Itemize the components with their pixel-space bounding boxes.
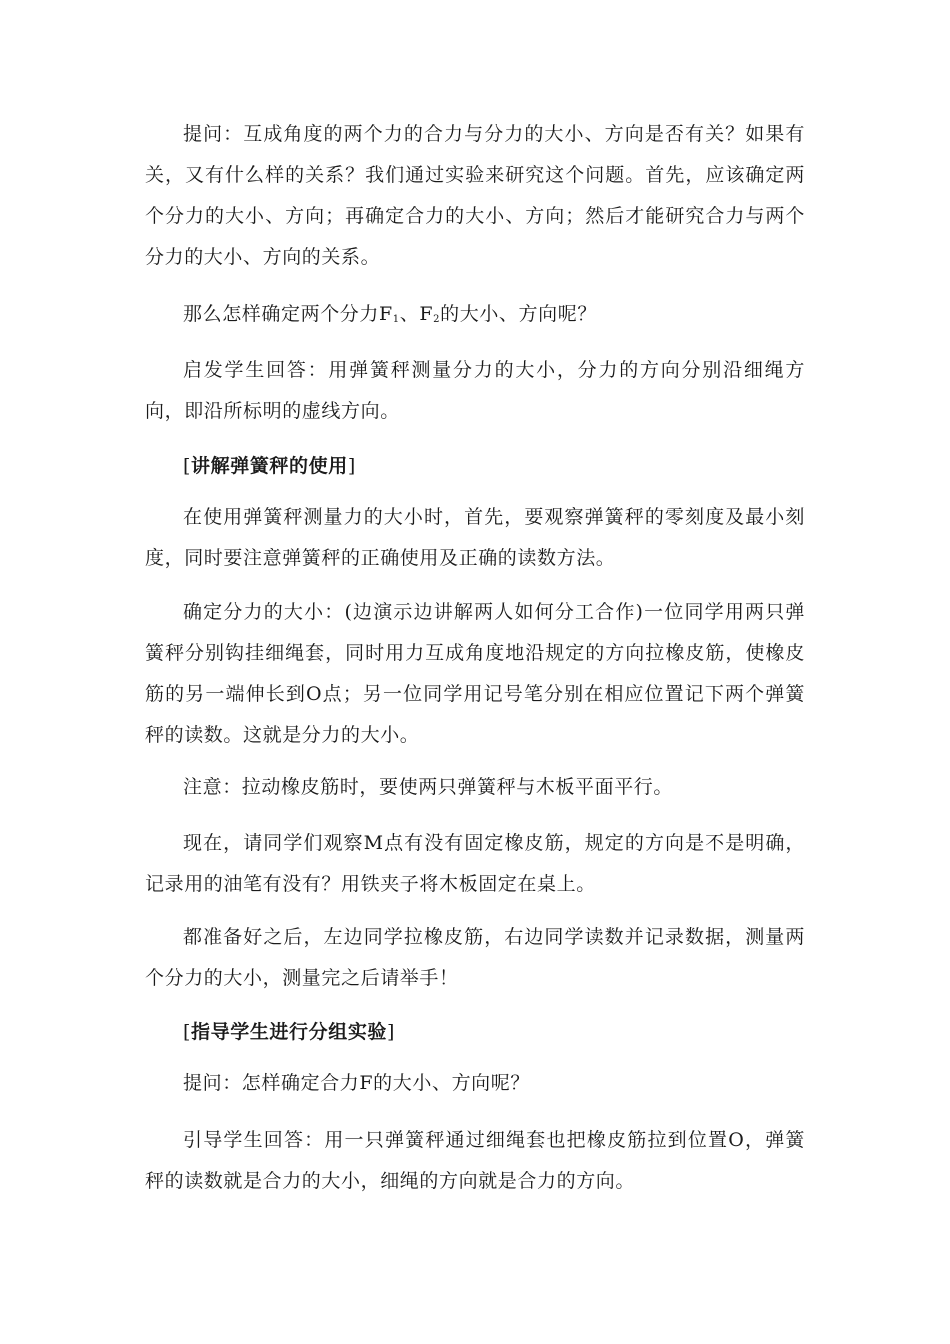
section-heading-spring-scale (183, 446, 356, 487)
paragraph-note: 注意：拉动橡皮筋时，要使两只弹簧秤与木板平面平行。 (183, 776, 674, 798)
heading-text: 指导学生进行分组实验 (191, 1021, 388, 1043)
paragraph-spring-scale-usage: 在使用弹簧秤测量力的大小时，首先，要观察弹簧秤的零刻度及最小刻度，同时要注意弹簧秤的正确使用及正确的读数方法。 (145, 506, 805, 569)
text-run: 那么怎样确定两个分力F (183, 303, 393, 325)
paragraph-determine-component-magnitude: 确定分力的大小：(边演示边讲解两人如何分工合作)一位同学用两只弹簧秤分别钩挂细绳套，同时用力互成角度地沿规定的方向拉橡皮筋，使橡皮筋的另一端伸长到O点；另一位同学用记号笔分别在相应位置记下两个弹簧秤的读数。这就是分力的大小。 (145, 601, 805, 746)
section-heading-group-experiment (183, 1012, 395, 1053)
subscript: 2 (433, 314, 441, 325)
paragraph-question-intro: 提问：互成角度的两个力的合力与分力的大小、方向是否有关？如果有关，又有什么样的关系？我们通过实验来研究这个问题。首先，应该确定两个分力的大小、方向；再确定合力的大小、方向；然后才能研究合力与两个分力的大小、方向的关系。 (145, 123, 805, 268)
bracket-close: ] (347, 455, 356, 477)
paragraph-student-answer-2: 引导学生回答：用一只弹簧秤通过细绳套也把橡皮筋拉到位置O，弹簧秤的读数就是合力的大小，细绳的方向就是合力的方向。 (145, 1129, 805, 1192)
paragraph-how-determine-components (145, 294, 805, 335)
heading-text: 讲解弹簧秤的使用 (191, 455, 348, 477)
bracket-open: [ (183, 455, 192, 477)
text-run: 、F (399, 303, 434, 325)
paragraph-observe-m-point: 现在，请同学们观察M点有没有固定橡皮筋，规定的方向是不是明确，记录用的油笔有没有？用铁夹子将木板固定在桌上。 (145, 832, 805, 895)
text-run: 的大小、方向呢？ (440, 303, 597, 325)
paragraph-prepare-measure: 都准备好之后，左边同学拉橡皮筋，右边同学读数并记录数据，测量两个分力的大小，测量完之后请举手！ (145, 926, 805, 989)
subscript: 1 (392, 314, 400, 325)
bracket-close: ] (387, 1021, 396, 1043)
paragraph-question-resultant: 提问：怎样确定合力F的大小、方向呢？ (183, 1072, 530, 1094)
bracket-open: [ (183, 1021, 192, 1043)
paragraph-student-answer-1: 启发学生回答：用弹簧秤测量分力的大小，分力的方向分别沿细绳方向，即沿所标明的虚线方向。 (145, 359, 805, 422)
